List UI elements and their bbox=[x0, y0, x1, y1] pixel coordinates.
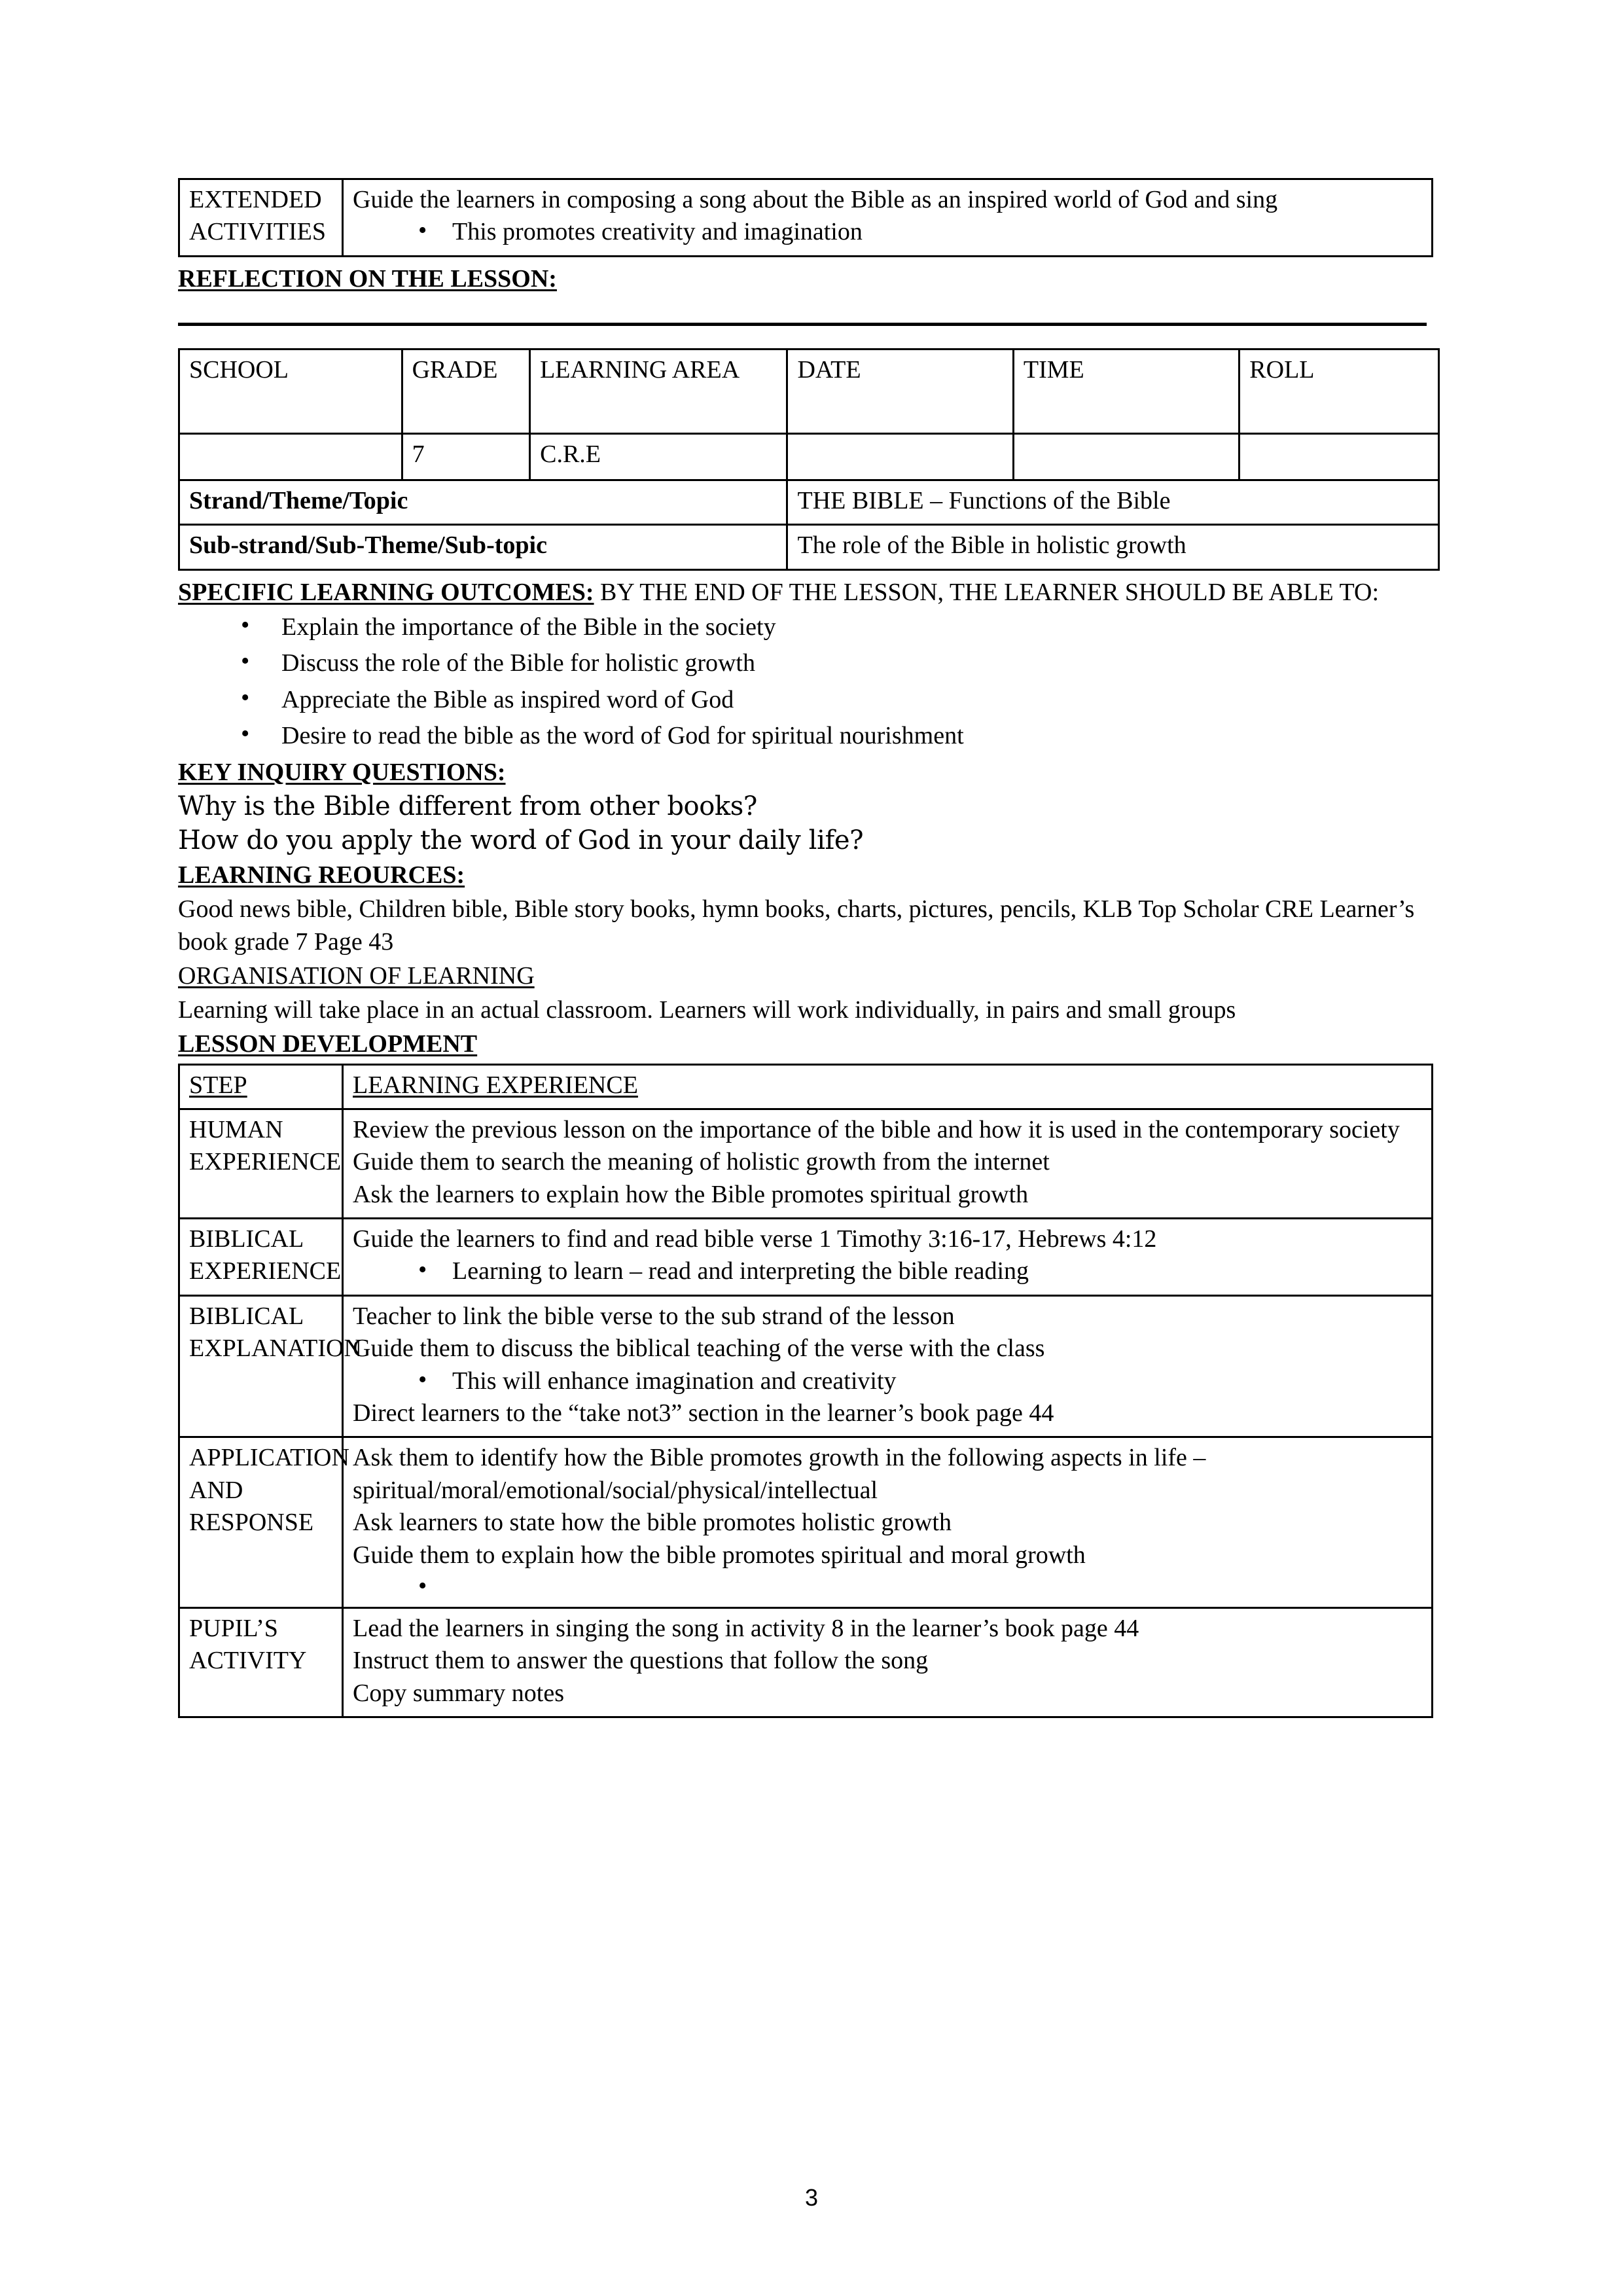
ld-step-biblical-explanation: BIBLICAL EXPLANATION bbox=[179, 1295, 343, 1437]
reflection-heading-row bbox=[178, 262, 1433, 295]
list-item: • Learning to learn – read and interpreting the bible reading bbox=[418, 1255, 1423, 1287]
organisation-text: Learning will take place in an actual classroom. Learners will work individually, in pairs and small groups bbox=[178, 996, 1236, 1024]
info-header-roll: ROLL bbox=[1240, 349, 1439, 433]
cell-line: Ask learners to state how the bible promotes holistic growth bbox=[353, 1509, 952, 1537]
cell-line: Teacher to link the bible verse to the sub strand of the lesson bbox=[353, 1302, 955, 1330]
outcomes-list bbox=[178, 611, 1433, 753]
learning-resources-text: Good news bible, Children bible, Bible story books, hymn books, charts, pictures, pencils, KLB Top Scholar CRE Learner’s book grade 7 Page 43 bbox=[178, 895, 1415, 956]
cell-line: Ask them to identify how the Bible promotes growth in the following aspects in life – spiritual/moral/emotional/social/physical/intellectual bbox=[353, 1444, 1206, 1504]
info-value-time[interactable] bbox=[1013, 433, 1239, 480]
lesson-development-table bbox=[178, 1064, 1433, 1719]
outcomes-intro: BY THE END OF THE LESSON, THE LEARNER SHOULD BE ABLE TO: bbox=[594, 578, 1380, 606]
lesson-development-heading: LESSON DEVELOPMENT bbox=[178, 1030, 478, 1058]
extended-activities-content bbox=[343, 179, 1433, 257]
info-header-grade: GRADE bbox=[402, 349, 529, 433]
table-row bbox=[179, 480, 1439, 524]
ld-column-learning-experience bbox=[343, 1064, 1433, 1109]
info-header-learning-area: LEARNING AREA bbox=[530, 349, 787, 433]
ld-column-step bbox=[179, 1064, 343, 1109]
ld-bullets-application-and-response bbox=[353, 1571, 1423, 1600]
learning-resources-heading-row bbox=[178, 859, 1433, 891]
organisation-heading-row bbox=[178, 960, 1433, 992]
reflection-rule bbox=[178, 323, 1427, 326]
table-header-row bbox=[179, 1064, 1433, 1109]
extended-activities-label-text: EXTENDED ACTIVITIES bbox=[189, 186, 326, 246]
learning-resources-heading: LEARNING REOURCES: bbox=[178, 861, 465, 889]
ld-column-learning-experience-label: LEARNING EXPERIENCE bbox=[353, 1071, 638, 1099]
extended-activities-table bbox=[178, 178, 1433, 257]
cell-line: Lead the learners in singing the song in activity 8 in the learner’s book page 44 bbox=[353, 1615, 1139, 1642]
cell-line: Copy summary notes bbox=[353, 1679, 564, 1707]
extended-activities-bullets bbox=[353, 216, 1423, 248]
ld-content-pupils-activity bbox=[343, 1608, 1433, 1717]
ld-step-biblical-experience: BIBLICAL EXPERIENCE bbox=[179, 1219, 343, 1296]
cell-line: Guide the learners in composing a song about the Bible as an inspired world of God and sing bbox=[353, 186, 1278, 213]
info-value-learning-area[interactable]: C.R.E bbox=[530, 433, 787, 480]
info-header-date: DATE bbox=[787, 349, 1013, 433]
table-row bbox=[179, 1295, 1433, 1437]
outcomes-block bbox=[178, 576, 1433, 609]
table-header-row bbox=[179, 349, 1439, 433]
ld-bullets-biblical-explanation bbox=[353, 1365, 1423, 1397]
ld-step-pupils-activity: PUPIL’S ACTIVITY bbox=[179, 1608, 343, 1717]
cell-line: Review the previous lesson on the importance of the bible and how it is used in the contemporary society bbox=[353, 1115, 1400, 1143]
list-item: • Explain the importance of the Bible in the society bbox=[241, 611, 1433, 643]
table-row bbox=[179, 525, 1439, 569]
key-inquiry-heading-row bbox=[178, 756, 1433, 789]
lesson-development-heading-row bbox=[178, 1028, 1433, 1060]
info-value-roll[interactable] bbox=[1240, 433, 1439, 480]
strand-label: Strand/Theme/Topic bbox=[179, 480, 787, 524]
key-inquiry-question-1: Why is the Bible different from other books? bbox=[178, 791, 757, 821]
cell-line: Guide the learners to find and read bible verse 1 Timothy 3:16-17, Hebrews 4:12 bbox=[353, 1225, 1157, 1253]
ld-bullets-biblical-experience bbox=[353, 1255, 1423, 1287]
ld-step-application-and-response: APPLICATION AND RESPONSE bbox=[179, 1437, 343, 1608]
substrand-label: Sub-strand/Sub-Theme/Sub-topic bbox=[179, 525, 787, 569]
table-row bbox=[179, 1219, 1433, 1296]
cell-line: Guide them to explain how the bible promotes spiritual and moral growth bbox=[353, 1541, 1086, 1569]
table-row bbox=[179, 1437, 1433, 1608]
key-inquiry-heading: KEY INQUIRY QUESTIONS: bbox=[178, 759, 506, 787]
list-item: • This will enhance imagination and creativity bbox=[418, 1365, 1423, 1397]
reflection-heading: REFLECTION ON THE LESSON: bbox=[178, 264, 557, 293]
outcomes-heading: SPECIFIC LEARNING OUTCOMES: bbox=[178, 578, 594, 606]
extended-activities-label bbox=[179, 179, 343, 257]
ld-column-step-label: STEP bbox=[189, 1071, 247, 1099]
list-item: • Appreciate the Bible as inspired word of God bbox=[241, 684, 1433, 716]
strand-value: THE BIBLE – Functions of the Bible bbox=[787, 480, 1439, 524]
list-item: • This promotes creativity and imagination bbox=[418, 216, 1423, 248]
ld-content-biblical-explanation bbox=[343, 1295, 1433, 1437]
cell-line: Instruct them to answer the questions that follow the song bbox=[353, 1647, 929, 1675]
cell-line: Direct learners to the “take not3” section in the learner’s book page 44 bbox=[353, 1399, 1054, 1427]
cell-line: Guide them to discuss the biblical teaching of the verse with the class bbox=[353, 1335, 1045, 1363]
organisation-heading: ORGANISATION OF LEARNING bbox=[178, 962, 535, 990]
cell-line: Ask the learners to explain how the Bible promotes spiritual growth bbox=[353, 1180, 1029, 1208]
substrand-value: The role of the Bible in holistic growth bbox=[787, 525, 1439, 569]
table-row bbox=[179, 433, 1439, 480]
info-header-time: TIME bbox=[1013, 349, 1239, 433]
lesson-info-table bbox=[178, 348, 1440, 571]
table-row bbox=[179, 1109, 1433, 1218]
cell-line: Guide them to search the meaning of holistic growth from the internet bbox=[353, 1148, 1050, 1176]
ld-content-human-experience bbox=[343, 1109, 1433, 1218]
info-value-date[interactable] bbox=[787, 433, 1013, 480]
key-inquiry-question-2: How do you apply the word of God in your daily life? bbox=[178, 825, 864, 855]
list-item: • Discuss the role of the Bible for holistic growth bbox=[241, 647, 1433, 679]
table-row bbox=[179, 179, 1433, 257]
info-header-school: SCHOOL bbox=[179, 349, 402, 433]
ld-content-biblical-experience bbox=[343, 1219, 1433, 1296]
info-value-grade[interactable]: 7 bbox=[402, 433, 529, 480]
info-value-school[interactable] bbox=[179, 433, 402, 480]
list-item: • Desire to read the bible as the word of God for spiritual nourishment bbox=[241, 720, 1433, 752]
list-item bbox=[418, 1571, 1423, 1600]
table-row bbox=[179, 1608, 1433, 1717]
ld-content-application-and-response bbox=[343, 1437, 1433, 1608]
ld-step-human-experience: HUMAN EXPERIENCE bbox=[179, 1109, 343, 1218]
page-number: 3 bbox=[804, 2184, 819, 2212]
